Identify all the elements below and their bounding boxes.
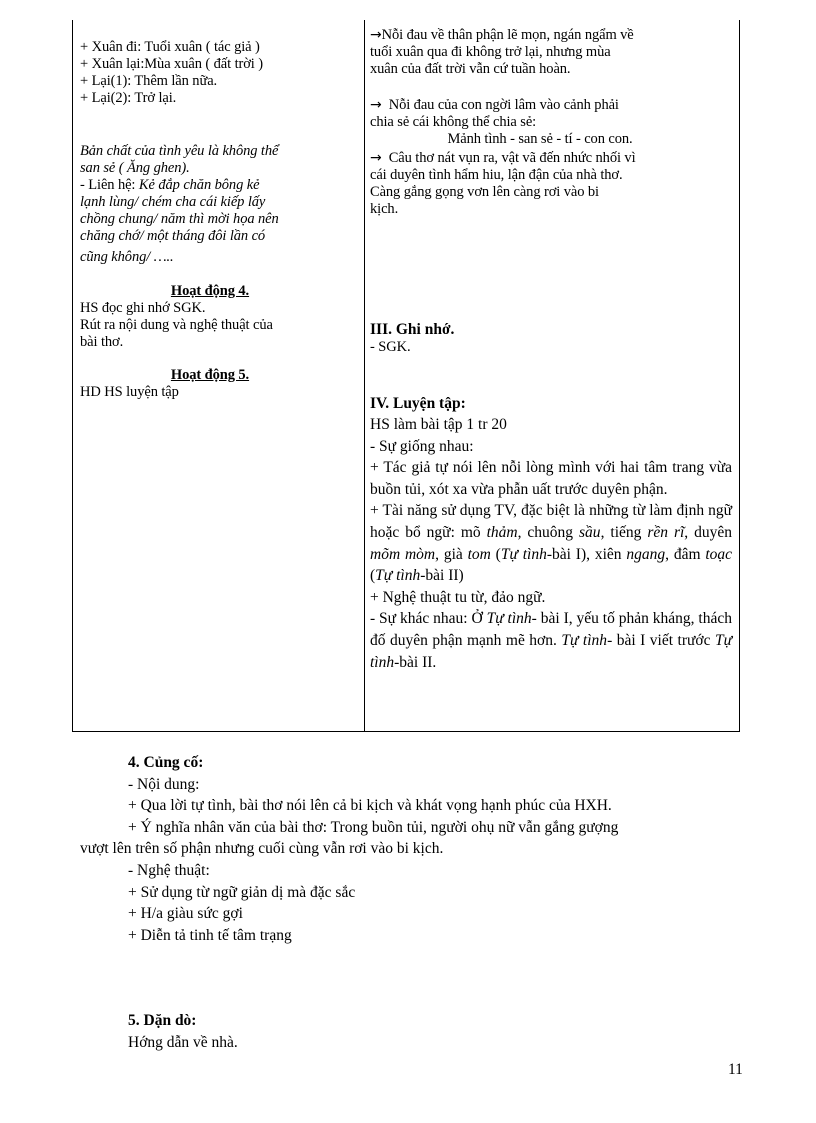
arrow-icon: → [370,150,382,166]
text-line: + Xuân lại:Mùa xuân ( đất trời ) [80,56,263,72]
lesson-table [72,20,740,732]
text-line: + Ý nghĩa nhân văn của bài thơ: Trong buồn tủi, người ohụ nữ vẫn gắng gượng [128,818,619,836]
link-line: chăng chớ/ một tháng đôi lần có [80,228,266,244]
text-line: kịch. [370,201,399,217]
activity-4-title: Hoạt động 4. [170,283,250,299]
text-line: + Nghệ thuật tu từ, đảo ngữ. [370,588,546,606]
link-prefix: - Liên hệ: [80,177,136,193]
text-line: + Sử dụng từ ngữ giản dị mà đặc sắc [128,883,356,901]
consolidation-section [80,752,750,946]
text-paragraph: + Tác giả tự nói lên nỗi lòng mình với hai tâm trang vừa buồn tủi, xót xa vừa phẫn uất trước duyên phận. [370,459,732,498]
text-line: + Qua lời tự tình, bài thơ nói lên cả bi kịch và khát vọng hạnh phúc của HXH. [128,797,612,815]
text-line: HS làm bài tập 1 tr 20 [370,416,507,433]
text-line: Càng gắng gọng vơn lên càng rơi vào bi [370,184,599,200]
text-line: + Lại(2): Trở lại. [80,90,177,106]
practice-text [370,414,732,673]
text-line: + Lại(1): Thêm lần nữa. [80,73,218,89]
link-line: chồng chung/ năm thì mời họa nên [80,211,279,227]
text-line: vượt lên trên số phận nhưng cuối cùng vẫn rơi vào bi kịch. [80,840,444,858]
link-poem: Kẻ đắp chăn bông kẻ [138,177,260,193]
section-4-title: IV. Luyện tập: [370,395,466,412]
activity-5-title: Hoạt động 5. [170,367,250,383]
text-line: HS đọc ghi nhớ SGK. [80,300,206,316]
link-line: lạnh lùng/ chém cha cái kiếp lấy [80,194,266,210]
text-line: - Nội dung: [128,775,200,793]
quote-line: Bản chất của tình yêu là không thể [80,143,279,159]
text-line: - SGK. [370,339,411,355]
text-line: tuổi xuân qua đi không trở lại, nhưng mùa [370,44,611,60]
text-line: HD HS luyện tập [80,384,179,400]
text-line: - Nghệ thuật: [128,861,210,879]
link-line [80,177,259,193]
section-title: 5. Dặn dò: [128,1012,197,1029]
text-line: →Nỗi đau về thân phận lẽ mọn, ngán ngẩm về [370,27,634,43]
text-line: → Câu thơ nát vụn ra, vật vã đến nhức nhối vì [370,150,636,166]
text-line: - Sự giống nhau: [370,437,474,455]
text-line: → Nỗi đau của con ngời lâm vào cảnh phải [370,97,619,113]
column-divider [364,20,365,731]
text-line: + Xuân đi: Tuổi xuân ( tác giả ) [80,39,260,55]
text-line: xuân của đất trời vẫn cứ tuần hoàn. [370,61,571,77]
section-3-title: III. Ghi nhớ. [370,321,455,338]
page-number: 11 [728,1061,743,1078]
text-paragraph: + Tài năng sử dụng TV, đặc biệt là những từ làm định ngữ hoặc bổ ngữ: mõ thảm, chuông sầu, tiếng rền rĩ, duyên mõm mòm, già tom (Tự tình-bài I), xiên ngang, đâm toạc (Tự tình-bài II) [370,502,733,585]
arrow-icon: → [370,97,382,113]
text-line: chia sẻ cái không thể chia sẻ: [370,114,537,130]
text-line: Rút ra nội dung và nghệ thuật của [80,317,273,333]
text-line: Mảnh tình - san sẻ - tí - con con. [447,131,633,147]
quote-line: san sẻ ( Ăng ghen). [80,160,190,176]
text-line: cái duyên tình hẩm hiu, lận đận của nhà thơ. [370,167,623,183]
homework-section [128,1010,728,1053]
text-line: Hớng dẫn về nhà. [128,1033,238,1051]
text-paragraph: - Sự khác nhau: Ở Tự tình- bài I, yếu tố phản kháng, thách đố duyên phận mạnh mẽ hơn. Tự tình- bài I viết trước Tự tình-bài II. [370,610,733,671]
link-line: cũng không/ ….. [80,249,174,265]
text-line: bài thơ. [80,334,124,350]
section-title: 4. Củng cố: [128,754,204,771]
text-line: + H/a giàu sức gợi [128,905,243,923]
text-line: + Diễn tả tinh tế tâm trạng [128,926,292,944]
arrow-icon: → [370,27,382,43]
